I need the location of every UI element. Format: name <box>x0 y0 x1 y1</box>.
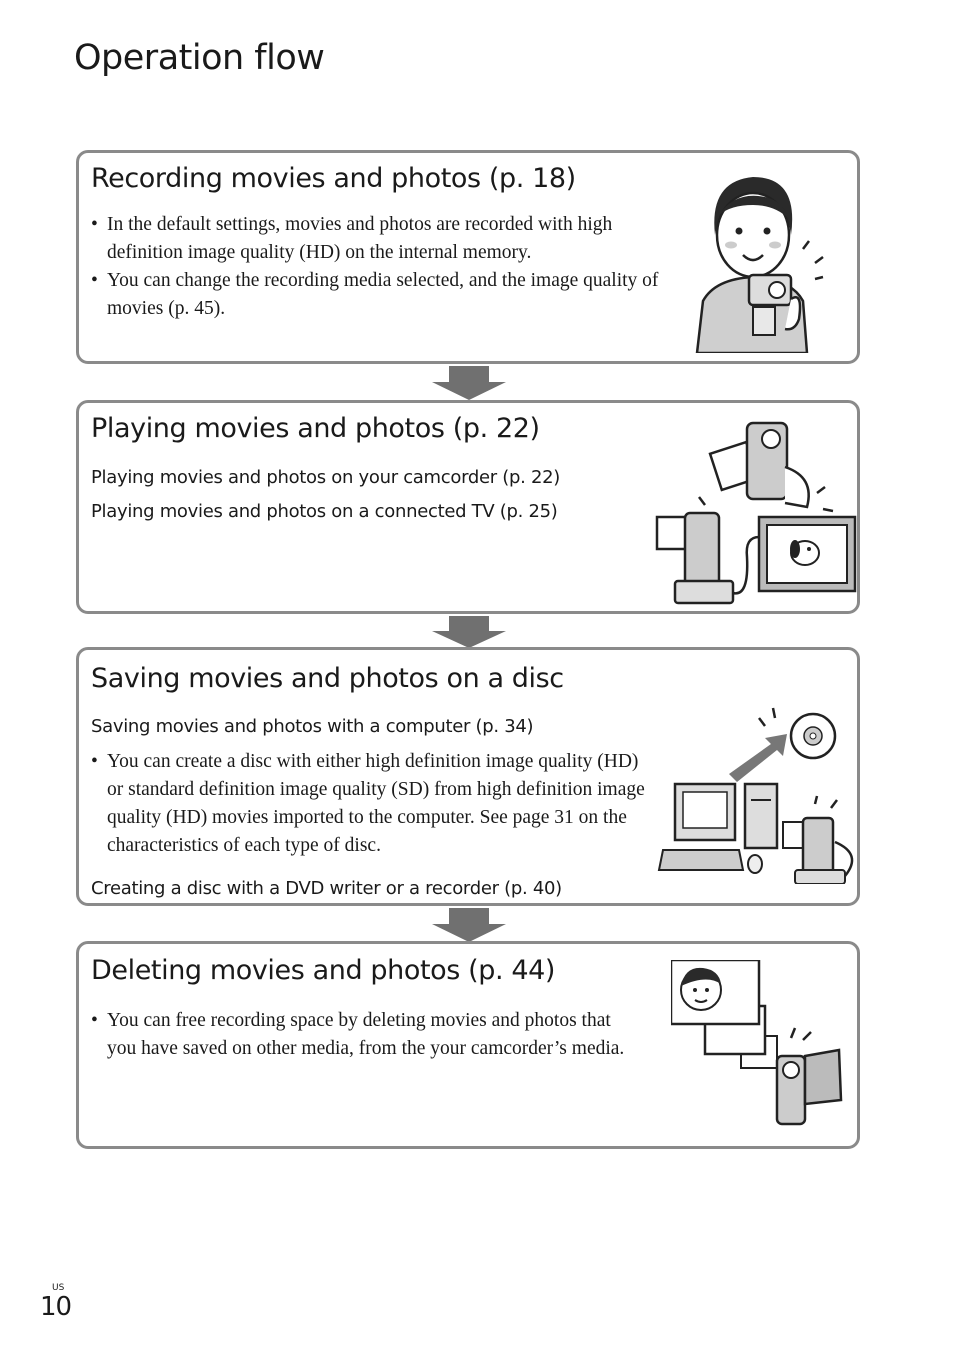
delete-photos-illustration <box>671 960 851 1130</box>
section-title: Saving movies and photos on a disc <box>91 663 564 694</box>
bullet-list <box>91 748 651 860</box>
section-title: Playing movies and photos (p. 22) <box>91 413 540 444</box>
person-recording-illustration <box>695 171 827 353</box>
bullet-item: • You can free recording space by deleting movies and photos that you have saved on other media, from the your camcorder’s media. <box>91 1007 641 1063</box>
section-saving <box>76 647 860 906</box>
section-title: Recording movies and photos (p. 18) <box>91 163 576 194</box>
bullet-item: • In the default settings, movies and photos are recorded with high definition image quality (HD) on the internal memory. <box>91 211 661 267</box>
section-playing <box>76 400 860 614</box>
bullet-item: • You can change the recording media selected, and the image quality of movies (p. 45). <box>91 267 661 323</box>
playback-tv-illustration <box>655 417 861 607</box>
link-line: Playing movies and photos on your camcorder (p. 22) <box>91 467 561 488</box>
link-line: Creating a disc with a DVD writer or a recorder (p. 40) <box>91 878 562 899</box>
flow-arrow-down <box>432 616 506 648</box>
region-code: US <box>52 1283 65 1293</box>
computer-disc-illustration <box>655 704 859 884</box>
flow-arrow-down <box>432 908 506 942</box>
section-deleting <box>76 941 860 1149</box>
bullet-list <box>91 211 661 323</box>
section-title: Deleting movies and photos (p. 44) <box>91 955 556 986</box>
bullet-item: • You can create a disc with either high definition image quality (HD) or standard definition image quality (SD) from high definition image quality (HD) movies imported to the computer. See page 31 on the characteristics of each type of disc. <box>91 748 651 860</box>
page-number: 10 <box>40 1292 72 1322</box>
section-recording <box>76 150 860 364</box>
flow-arrow-down <box>432 366 506 400</box>
link-line: Saving movies and photos with a computer (p. 34) <box>91 716 534 737</box>
page-title: Operation flow <box>74 38 325 78</box>
link-line: Playing movies and photos on a connected TV (p. 25) <box>91 501 558 522</box>
bullet-list <box>91 1007 641 1063</box>
